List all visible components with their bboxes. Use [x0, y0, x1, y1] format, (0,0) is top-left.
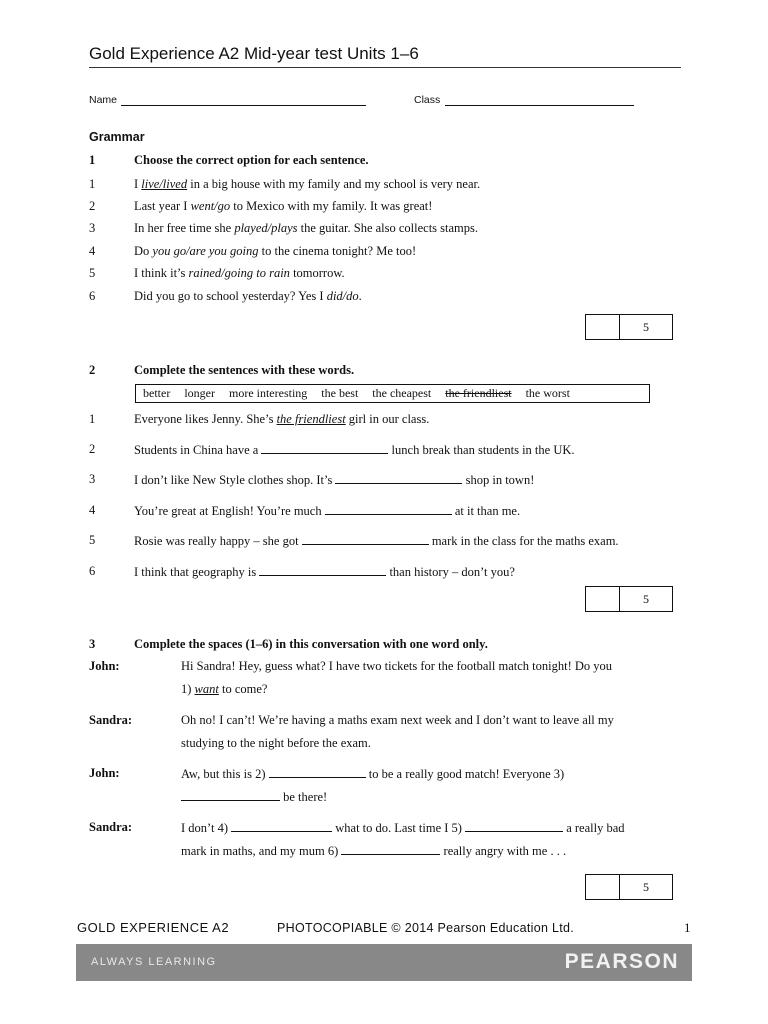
- item-number: 6: [89, 564, 96, 578]
- gap-sentence: I don’t like New Style clothes shop. It’s shop in town!: [134, 473, 535, 487]
- page-title: Gold Experience A2 Mid-year test Units 1–6: [89, 44, 419, 63]
- choice-sentence: In her free time she played/plays the guitar. She also collects stamps.: [134, 221, 479, 235]
- title-rule: [89, 67, 681, 68]
- answer-blank-2[interactable]: [269, 766, 366, 778]
- item-number: 3: [89, 472, 96, 486]
- choice-sentence: Did you go to school yesterday? Yes I did/do.: [134, 289, 362, 303]
- exercise-2-score-box[interactable]: [585, 586, 673, 612]
- dialogue-line: Hi Sandra! Hey, guess what? I have two tickets for the football match tonight! Do you: [181, 659, 613, 673]
- word-bank: [135, 384, 650, 403]
- exercise-2-score-total: 5: [643, 592, 649, 606]
- answer-blank-4[interactable]: [231, 820, 332, 832]
- item-number: 2: [89, 442, 96, 456]
- dialogue-line: 1) want to come?: [181, 682, 268, 696]
- word-bank-item: the best: [321, 386, 359, 400]
- item-number: 1: [89, 412, 96, 426]
- item-number: 6: [89, 289, 96, 303]
- answer-blank[interactable]: [261, 442, 388, 454]
- exercise-1-score-total: 5: [643, 320, 649, 334]
- answer-blank-6[interactable]: [341, 843, 440, 855]
- answer-blank[interactable]: [259, 564, 386, 576]
- item-number: 2: [89, 199, 96, 213]
- item-number: 3: [89, 221, 96, 235]
- speaker-john: John:: [89, 659, 120, 673]
- publisher-bar: [76, 944, 692, 981]
- item-number: 1: [89, 177, 96, 191]
- dialogue-line: I don’t 4) what to do. Last time I 5) a really bad: [181, 821, 625, 835]
- exercise-3-number: 3: [89, 637, 96, 651]
- gap-sentence: Rosie was really happy – she got mark in the class for the maths exam.: [134, 534, 619, 548]
- word-bank-item: the cheapest: [372, 386, 432, 400]
- exercise-1-instruction: Choose the correct option for each sentence.: [134, 153, 369, 167]
- choice-options[interactable]: went/go: [190, 199, 231, 213]
- item-number: 4: [89, 244, 96, 258]
- exercise-2-number: 2: [89, 363, 96, 377]
- exercise-3-score-box[interactable]: [585, 874, 673, 900]
- choice-sentence: I live/lived in a big house with my family and my school is very near.: [134, 177, 481, 191]
- gap-sentence: You’re great at English! You’re much at it than me.: [134, 504, 521, 518]
- answer-blank-5[interactable]: [465, 820, 563, 832]
- dialogue-line: Aw, but this is 2) to be a really good match! Everyone 3): [181, 767, 565, 781]
- answer-blank[interactable]: [302, 533, 429, 545]
- answer-blank[interactable]: [325, 503, 452, 515]
- gap-sentence: I think that geography is than history – don’t you?: [134, 565, 515, 579]
- item-number: 4: [89, 503, 96, 517]
- dialogue-line: be there!: [181, 789, 327, 805]
- speaker-sandra: Sandra:: [89, 713, 133, 727]
- page-number: 1: [684, 920, 691, 935]
- dialogue-line: mark in maths, and my mum 6) really angry with me . . .: [181, 844, 567, 858]
- speaker-john: John:: [89, 766, 120, 780]
- example-answer: want: [194, 682, 219, 696]
- answer-blank[interactable]: [335, 472, 462, 484]
- class-label: Class: [414, 94, 441, 106]
- dialogue-line: Oh no! I can’t! We’re having a maths exam next week and I don’t want to leave all my: [181, 713, 614, 727]
- choice-options[interactable]: you go/are you going: [152, 244, 259, 258]
- class-field[interactable]: [445, 105, 634, 106]
- section-heading: Grammar: [89, 130, 145, 144]
- choice-options[interactable]: played/plays: [234, 221, 298, 235]
- choice-sentence: Last year I went/go to Mexico with my family. It was great!: [134, 199, 433, 213]
- tagline: ALWAYS LEARNING: [91, 956, 217, 968]
- dialogue-line: studying to the night before the exam.: [181, 736, 371, 750]
- word-bank-item: better: [143, 386, 171, 400]
- word-bank-item: longer: [184, 386, 215, 400]
- choice-options[interactable]: did/do: [326, 289, 359, 303]
- exercise-3-instruction: Complete the spaces (1–6) in this conversation with one word only.: [134, 637, 488, 651]
- footer-course-title: GOLD EXPERIENCE A2: [77, 920, 230, 935]
- footer-copyright: PHOTOCOPIABLE © 2014 Pearson Education Ltd.: [277, 921, 575, 935]
- choice-options[interactable]: rained/going to rain: [188, 266, 290, 280]
- choice-options[interactable]: live/lived: [141, 177, 188, 191]
- item-number: 5: [89, 266, 96, 280]
- word-bank-item: more interesting: [228, 386, 308, 400]
- answer-blank-3[interactable]: [181, 789, 280, 801]
- exercise-3-score-total: 5: [643, 880, 649, 894]
- speaker-sandra: Sandra:: [89, 820, 133, 834]
- item-number: 5: [89, 533, 96, 547]
- exercise-1-number: 1: [89, 153, 96, 167]
- example-answer: the friendliest: [276, 412, 346, 426]
- name-label: Name: [89, 94, 118, 106]
- publisher-logo: PEARSON: [564, 950, 679, 973]
- gap-sentence: Everyone likes Jenny. She’s the friendliest girl in our class.: [134, 412, 430, 426]
- gap-sentence: Students in China have a lunch break than students in the UK.: [134, 443, 575, 457]
- exercise-2-instruction: Complete the sentences with these words.: [134, 363, 355, 377]
- choice-sentence: I think it’s rained/going to rain tomorrow.: [134, 266, 345, 280]
- exercise-1-score-box[interactable]: [585, 314, 673, 340]
- name-field[interactable]: [121, 105, 366, 106]
- choice-sentence: Do you go/are you going to the cinema tonight? Me too!: [134, 244, 417, 258]
- word-bank-item: the worst: [525, 386, 570, 400]
- word-bank-item-used: the friendliest: [445, 386, 512, 400]
